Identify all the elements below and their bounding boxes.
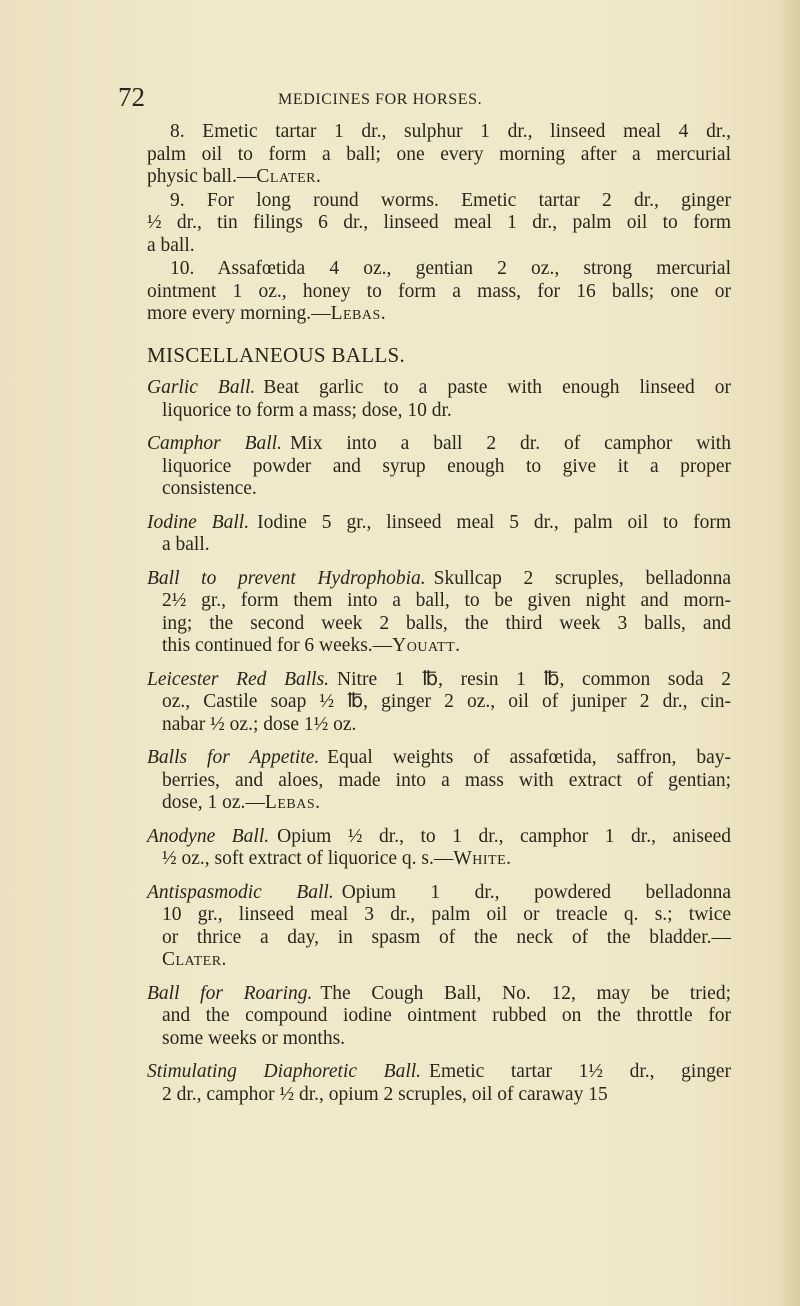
line-text: Emetic tartar 1½ dr., ginger (429, 1061, 731, 1082)
line-text: 10 gr., linseed meal 3 dr., palm oil or treacle q. s.; twice (162, 904, 731, 925)
recipe-title: Leicester Red Balls. (147, 668, 330, 690)
text-line (147, 714, 731, 737)
line-text: physic ball.— (147, 166, 257, 187)
line-text: dose, 1 oz.— (162, 792, 265, 813)
text-line (147, 478, 731, 501)
author-citation: White. (453, 848, 512, 869)
line-text: berries, and aloes, made into a mass with extract of gentian; (162, 769, 731, 791)
recipe-paragraph (147, 568, 731, 658)
recipe-title: Anodyne Ball. (147, 825, 270, 847)
text-line (147, 1084, 731, 1107)
text-line (147, 400, 731, 423)
recipe-title: Ball for Roaring. (147, 982, 313, 1004)
text-line (147, 669, 731, 692)
recipe-title: Antispasmodic Ball. (147, 881, 334, 903)
author-citation: Clater. (256, 166, 322, 187)
recipe-title: Balls for Appetite. (147, 747, 320, 768)
line-text: Equal weights of assafœtida, saffron, bay- (327, 747, 731, 768)
line-text: some weeks or months. (162, 1027, 346, 1049)
text-line (147, 691, 731, 714)
text-line (147, 534, 731, 557)
line-text: nabar ½ oz.; dose 1½ oz. (162, 713, 357, 735)
line-text: Mix into a ball 2 dr. of camphor with (289, 433, 731, 454)
text-line (147, 303, 731, 326)
line-text: a ball. (162, 534, 210, 555)
text-line (147, 927, 731, 950)
text-line (147, 1028, 731, 1051)
section-heading: MISCELLANEOUS BALLS. (147, 342, 406, 367)
recipe-title: Garlic Ball. (147, 377, 256, 398)
text-line (147, 747, 731, 770)
line-text: a ball. (147, 234, 195, 256)
text-line (147, 848, 731, 871)
line-text: Opium 1 dr., powdered belladonna (341, 881, 732, 903)
recipe-paragraph (147, 433, 731, 501)
text-line (147, 235, 731, 258)
line-text: 10. Assafœtida 4 oz., gentian 2 oz., strong mercurial (170, 258, 731, 279)
line-text: The Cough Ball, No. 12, may be tried; (320, 982, 731, 1004)
text-line (147, 433, 731, 456)
line-text: 2 dr., camphor ½ dr., opium 2 scruples, oil of caraway 15 (162, 1083, 608, 1105)
recipe-paragraph (147, 882, 731, 972)
line-text: ing; the second week 2 balls, the third week 3 balls, and (162, 612, 731, 634)
line-text: Opium ½ dr., to 1 dr., camphor 1 dr., aniseed (277, 825, 731, 847)
line-text: ½ oz., soft extract of liquorice q. s.— (162, 848, 454, 869)
recipe-paragraph (147, 512, 731, 557)
line-text: this continued for 6 weeks.— (162, 635, 393, 656)
recipe-paragraph (147, 983, 731, 1051)
text-line (147, 121, 731, 144)
page-number: 72 (118, 82, 145, 112)
author-citation: Youatt. (392, 635, 461, 656)
line-text: oz., Castile soap ½ ℔, ginger 2 oz., oil of juniper 2 dr., cin- (162, 691, 731, 712)
text-line (147, 281, 731, 304)
recipe-title: Camphor Ball. (147, 433, 282, 454)
line-text: liquorice to form a mass; dose, 10 dr. (162, 399, 452, 421)
recipe-title: Iodine Ball. (147, 511, 250, 533)
line-text: consistence. (162, 478, 257, 499)
text-line (147, 512, 731, 535)
page-header (118, 82, 738, 112)
author-citation: Lebas. (264, 792, 321, 813)
text-line (147, 983, 731, 1006)
line-text: Nitre 1 ℔, resin 1 ℔, common soda 2 (337, 668, 731, 690)
author-citation: Lebas. (330, 303, 387, 324)
line-text: 9. For long round worms. Emetic tartar 2 dr., ginger (170, 189, 731, 211)
line-text: and the compound iodine ointment rubbed on the throttle for (162, 1005, 731, 1026)
line-text: Beat garlic to a paste with enough linseed or (263, 377, 731, 398)
text-line (147, 456, 731, 479)
text-line (147, 635, 731, 658)
line-text: Iodine 5 gr., linseed meal 5 dr., palm oil to form (257, 511, 731, 533)
text-line (147, 613, 731, 636)
numbered-recipe (147, 190, 731, 258)
line-text: or thrice a day, in spasm of the neck of the bladder.— (162, 926, 731, 948)
recipe-paragraph (147, 747, 731, 815)
recipe-title: Stimulating Diaphoretic Ball. (147, 1061, 422, 1082)
recipe-paragraph (147, 826, 731, 871)
line-text: 2½ gr., form them into a ball, to be given night and morn- (162, 590, 731, 611)
numbered-recipe (147, 121, 731, 189)
line-text: liquorice powder and syrup enough to give it a proper (162, 455, 731, 477)
text-line (147, 258, 731, 281)
line-text: Skullcap 2 scruples, belladonna (433, 567, 731, 589)
text-line (147, 949, 731, 972)
recipe-paragraph (147, 1061, 731, 1106)
running-title: MEDICINES FOR HORSES. (278, 91, 483, 108)
page-body (147, 121, 731, 1117)
text-line (147, 1061, 731, 1084)
author-citation: Clater. (162, 949, 227, 970)
recipe-paragraph (147, 377, 731, 422)
text-line (147, 568, 731, 591)
recipe-paragraph (147, 669, 731, 737)
text-line (147, 590, 731, 613)
text-line (147, 212, 731, 235)
line-text: ointment 1 oz., honey to form a mass, for 16 balls; one or (147, 280, 731, 302)
text-line (147, 826, 731, 849)
text-line (147, 144, 731, 167)
text-line (147, 1005, 731, 1028)
text-line (147, 377, 731, 400)
line-text: more every morning.— (147, 303, 331, 324)
line-text: 8. Emetic tartar 1 dr., sulphur 1 dr., linseed meal 4 dr., (170, 121, 731, 142)
numbered-recipe (147, 258, 731, 326)
text-line (147, 770, 731, 793)
line-text: ½ dr., tin filings 6 dr., linseed meal 1 dr., palm oil to form (147, 212, 731, 233)
text-line (147, 190, 731, 213)
text-line (147, 882, 731, 905)
text-line (147, 166, 731, 189)
text-line (147, 792, 731, 815)
line-text: palm oil to form a ball; one every morning after a mercurial (147, 143, 731, 165)
recipe-title: Ball to prevent Hydrophobia. (147, 567, 426, 589)
text-line (147, 904, 731, 927)
